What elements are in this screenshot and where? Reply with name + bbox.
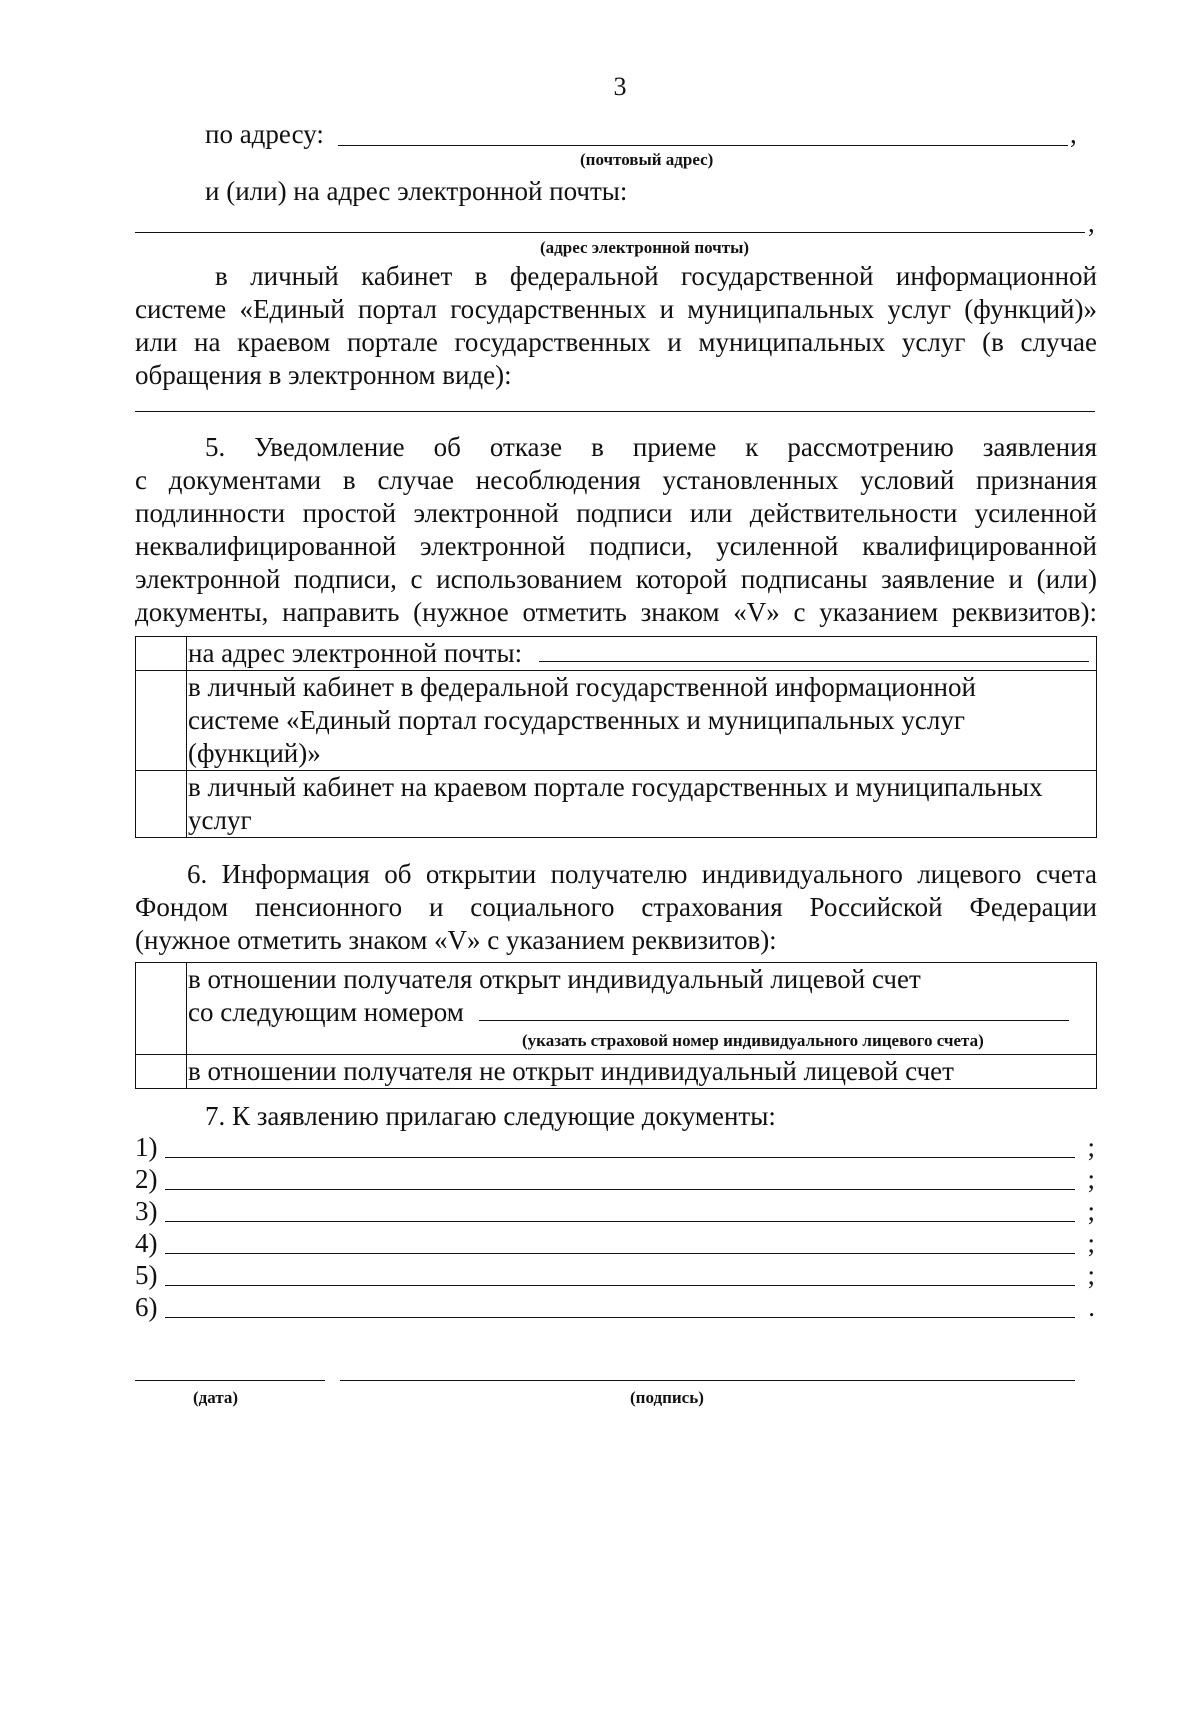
document-item — [135, 1163, 1095, 1195]
email-address-line[interactable] — [135, 232, 1085, 233]
signature-line[interactable] — [340, 1380, 1075, 1381]
cabinet-paragraph — [135, 260, 1097, 392]
section6-line: (нужное отметить знаком «V» с указанием реквизитов): — [135, 925, 777, 955]
address-trailing-comma: , — [1070, 119, 1077, 149]
cabinet-line: обращения в электронном виде): — [135, 360, 512, 390]
section6-paragraph — [135, 858, 1097, 957]
document-item-number: 6) — [135, 1292, 158, 1322]
option-email-label: на адрес электронной почты: — [188, 638, 523, 668]
address-label: по адресу: — [205, 119, 324, 149]
option-federal-line: в личный кабинет в федеральной государственной информационной — [188, 672, 976, 702]
document-item-line[interactable] — [165, 1285, 1075, 1286]
section5-line: с документами в случае несоблюдения установленных условий признания — [135, 465, 1097, 495]
document-item-number: 4) — [135, 1228, 158, 1258]
document-item-number: 3) — [135, 1196, 158, 1226]
option-checkbox-federal-portal[interactable] — [136, 671, 187, 771]
cabinet-line: в личный кабинет в федеральной государственной информационной — [215, 261, 1097, 291]
option-regional-line: услуг — [188, 805, 252, 835]
document-item-end: ; — [1087, 1132, 1095, 1162]
document-item-line[interactable] — [165, 1317, 1075, 1318]
section5-paragraph — [135, 431, 1097, 629]
document-item-end: . — [1088, 1292, 1095, 1322]
document-item-end: ; — [1087, 1164, 1095, 1194]
option-account-open-line: в отношении получателя открыт индивидуальный лицевой счет — [188, 964, 921, 994]
section6-line: Фондом пенсионного и социального страхования Российской Федерации — [135, 892, 1097, 922]
document-item — [135, 1291, 1095, 1323]
document-item-line[interactable] — [165, 1221, 1075, 1222]
option-federal-portal — [187, 671, 1097, 771]
cabinet-line-blank[interactable] — [135, 411, 1095, 412]
signature-caption: (подпись) — [630, 1388, 704, 1407]
section6-line: 6. Информация об открытии получателю индивидуального лицевого счета — [187, 859, 1097, 889]
option-checkbox-regional-portal[interactable] — [136, 771, 187, 838]
date-caption: (дата) — [193, 1388, 239, 1407]
snils-number-line[interactable] — [479, 998, 1069, 1021]
postal-address-line[interactable] — [338, 145, 1068, 146]
section5-line: электронной подписи, с использованием которой подписаны заявление и (или) — [135, 564, 1097, 594]
section7-heading: 7. К заявлению прилагаю следующие документы: — [205, 1101, 776, 1131]
document-item-number: 1) — [135, 1132, 158, 1162]
option-email — [187, 637, 1097, 671]
document-item — [135, 1195, 1095, 1227]
email-label: и (или) на адрес электронной почты: — [205, 176, 628, 206]
document-item-number: 2) — [135, 1164, 158, 1194]
option-federal-line: (функций)» — [188, 738, 321, 768]
date-line[interactable] — [135, 1380, 325, 1381]
cabinet-line: или на краевом портале государственных и муниципальных услуг (в случае — [135, 327, 1097, 357]
document-item — [135, 1131, 1095, 1163]
document-item-number: 5) — [135, 1260, 158, 1290]
option-checkbox-account-not-open[interactable] — [136, 1055, 187, 1089]
email-trailing-comma: , — [1088, 208, 1095, 238]
postal-address-caption: (почтовый адрес) — [580, 150, 714, 169]
section5-line: подлинности простой электронной подписи или действительности усиленной — [135, 498, 1097, 528]
section5-line: неквалифицированной электронной подписи, усиленной квалифицированной — [135, 531, 1097, 561]
document-item — [135, 1259, 1095, 1291]
option-regional-portal — [187, 771, 1097, 838]
section5-line: документы, направить (нужное отметить знаком «V» с указанием реквизитов): — [135, 597, 1097, 627]
document-item-end: ; — [1087, 1228, 1095, 1258]
document-item-line[interactable] — [165, 1189, 1075, 1190]
document-item-line[interactable] — [165, 1253, 1075, 1254]
document-item-end: ; — [1087, 1196, 1095, 1226]
option-regional-line: в личный кабинет на краевом портале государственных и муниципальных — [188, 772, 1043, 802]
cabinet-line: системе «Единый портал государственных и муниципальных услуг (функций)» — [135, 294, 1097, 324]
email-address-caption: (адрес электронной почты) — [540, 238, 750, 257]
option-email-line[interactable] — [539, 639, 1089, 662]
option-account-open — [187, 963, 1097, 1055]
option-account-not-open: в отношении получателя не открыт индивидуальный лицевой счет — [187, 1055, 1097, 1089]
option-checkbox-account-open[interactable] — [136, 963, 187, 1055]
option-account-open-number-label: со следующим номером — [188, 997, 464, 1027]
document-item-end: ; — [1087, 1260, 1095, 1290]
option-checkbox-email[interactable] — [136, 637, 187, 671]
section5-options-table — [135, 636, 1097, 838]
document-item-line[interactable] — [165, 1157, 1075, 1158]
section6-options-table — [135, 962, 1097, 1089]
document-item — [135, 1227, 1095, 1259]
option-federal-line: системе «Единый портал государственных и муниципальных услуг — [188, 705, 965, 735]
snils-caption: (указать страховой номер индивидуального лицевого счета) — [522, 1031, 984, 1050]
page-number: 3 — [613, 72, 627, 101]
section5-line: 5. Уведомление об отказе в приеме к рассмотрению заявления — [205, 432, 1097, 462]
